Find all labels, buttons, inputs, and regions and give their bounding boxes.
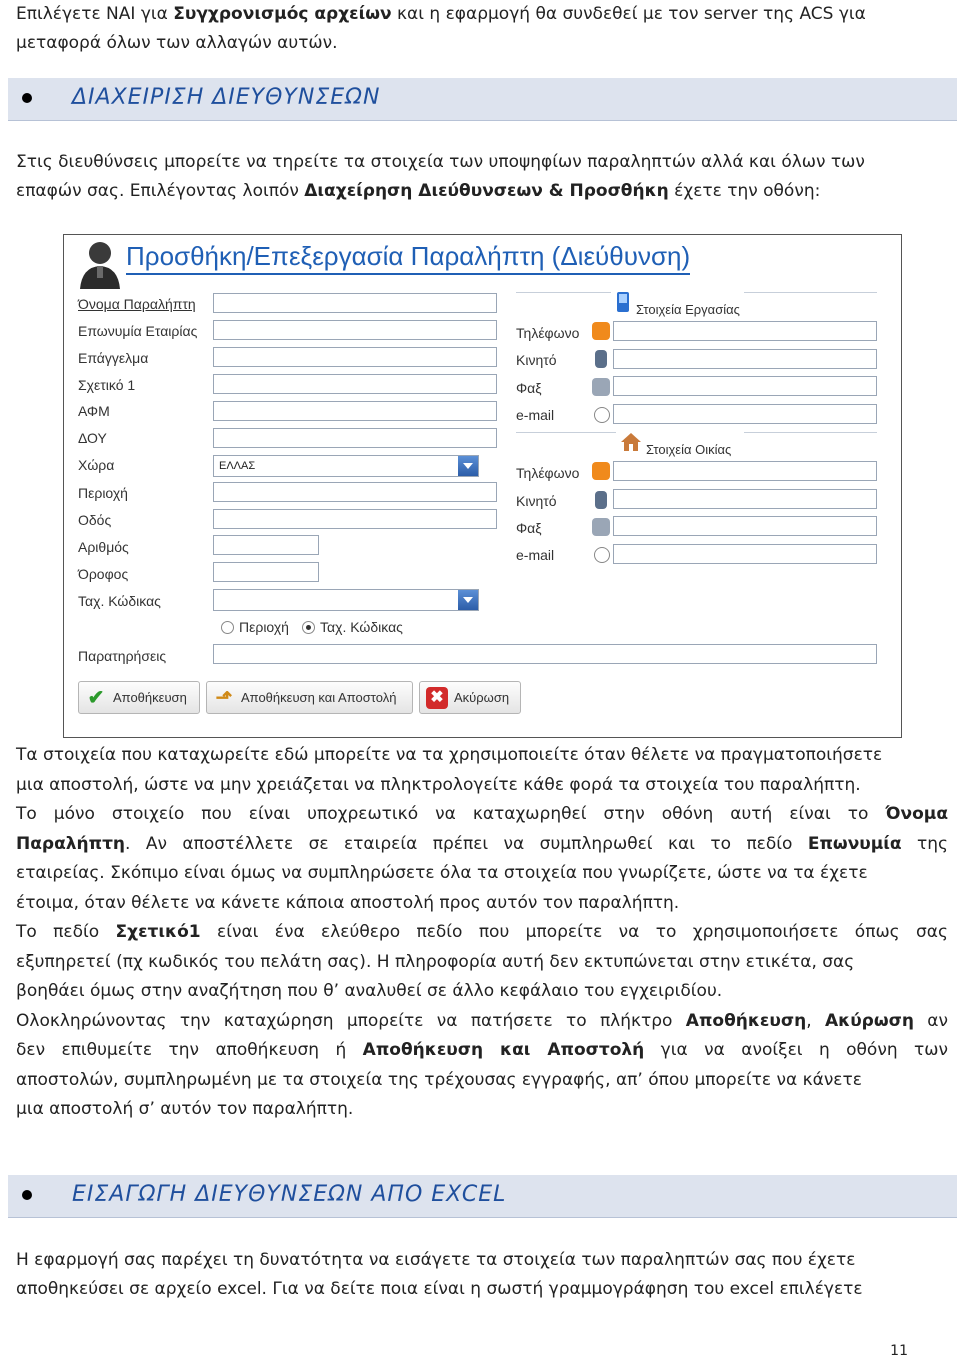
work-mobile-label: Κινητό: [516, 352, 557, 368]
home-phone-label: Τηλέφωνο: [516, 465, 580, 481]
notes-input[interactable]: [213, 644, 877, 664]
work-phone-label: Τηλέφωνο: [516, 325, 580, 341]
checkmark-icon: ✔: [87, 687, 105, 709]
save-button[interactable]: ✔ Αποθήκευση: [78, 681, 200, 714]
area-input[interactable]: [213, 482, 497, 502]
work-mobile-input[interactable]: [613, 349, 877, 369]
mobile-icon: [595, 491, 607, 509]
zip-select[interactable]: [213, 589, 479, 611]
section-title: ΕΙΣΑΓΩΓΗ ΔΙΕΥΘΥΝΣΕΩΝ ΑΠΟ EXCEL: [72, 1182, 507, 1207]
email-radio-icon[interactable]: [594, 547, 610, 563]
tax-office-input[interactable]: [213, 428, 497, 448]
field-label-floor: Όροφος: [78, 566, 129, 582]
field-label-number: Αριθμός: [78, 539, 129, 555]
name-input[interactable]: [213, 293, 497, 313]
country-select[interactable]: [213, 455, 479, 477]
paragraph-line: δεν επιθυμείτε την αποθήκευση ή Αποθήκευση και Αποστολή για να ανοίξει η οθόνη των: [16, 1040, 948, 1060]
email-radio-icon[interactable]: [594, 407, 610, 423]
home-group-title: Στοιχεία Οικίας: [646, 442, 732, 457]
radio-area-label: Περιοχή: [239, 619, 289, 635]
work-group-title: Στοιχεία Εργασίας: [636, 302, 740, 317]
field-label-profession: Επάγγελμα: [78, 350, 149, 366]
upload-arrow-icon: ⬏: [215, 687, 233, 709]
form-heading: Προσθήκη/Επεξεργασία Παραλήπτη (Διεύθυνση): [126, 241, 690, 275]
work-group-line: [516, 292, 611, 293]
home-group-line-right: [744, 432, 877, 433]
work-fax-input[interactable]: [613, 376, 877, 396]
section-header: [8, 78, 957, 121]
paragraph-line: μια αποστολή, ώστε να μην χρειάζεται να πληκτρολογείτε κάθε φορά τα στοιχεία του παραλήπτη.: [16, 775, 861, 795]
bullet-icon: [22, 93, 32, 103]
paragraph-line: Το μόνο στοιχείο που είναι υποχρεωτικό να καταχωρηθεί στην οθόνη αυτή είναι το Όνομα: [16, 804, 948, 824]
paragraph-line: Η εφαρμογή σας παρέχει τη δυνατότητα να εισάγετε τα στοιχεία των παραληπτών σας που έχετε: [16, 1250, 856, 1270]
radio-zip-label: Ταχ. Κώδικας: [320, 619, 403, 635]
field-label-area: Περιοχή: [78, 485, 128, 501]
close-icon: ✖: [426, 687, 448, 709]
paragraph-line: εταιρείας. Σκόπιμο είναι όμως να συμπληρώσετε όλα τα στοιχεία που γνωρίζετε, ώστε να τα έχετε: [16, 863, 868, 883]
telephone-icon: [592, 322, 610, 340]
home-phone-input[interactable]: [613, 461, 877, 481]
field-label-zip: Ταχ. Κώδικας: [78, 593, 161, 609]
home-mobile-input[interactable]: [613, 489, 877, 509]
profession-input[interactable]: [213, 347, 497, 367]
home-mobile-label: Κινητό: [516, 493, 557, 509]
field-label-street: Οδός: [78, 512, 112, 528]
paragraph-line: επαφών σας. Επιλέγοντας λοιπόν Διαχείρηση Διεύθυνσεων & Προσθήκη έχετε την οθόνη:: [16, 181, 821, 201]
work-email-input[interactable]: [613, 404, 877, 424]
paragraph-line: Το πεδίο Σχετικό1 είναι ένα ελεύθερο πεδίο που μπορείτε να το χρησιμοποιήσετε όπως σας: [16, 922, 948, 942]
chevron-down-icon: [458, 590, 478, 610]
home-email-label: e-mail: [516, 547, 555, 563]
page-number: 11: [890, 1343, 908, 1359]
home-fax-label: Φαξ: [516, 520, 542, 536]
field-label-name: Όνομα Παραλήπτη: [78, 296, 196, 312]
address-form-screenshot: [63, 234, 902, 738]
radio-area[interactable]: [221, 621, 234, 634]
paragraph-line: βοηθάει όμως στην αναζήτηση που θ’ αναλυθεί σε άλλο κεφάλαιο του εγχειριδίου.: [16, 981, 723, 1001]
field-label-tax-office: ΔΟΥ: [78, 430, 107, 446]
floor-input[interactable]: [213, 562, 319, 582]
number-input[interactable]: [213, 535, 319, 555]
bullet-icon: [22, 1190, 32, 1200]
field-label-company: Επωνυμία Εταιρίας: [78, 323, 198, 339]
vat-input[interactable]: [213, 401, 497, 421]
save-and-send-button[interactable]: ⬏ Αποθήκευση και Αποστολή: [206, 681, 413, 714]
paragraph-line: μια αποστολή σ’ αυτόν τον παραλήπτη.: [16, 1099, 354, 1119]
mobile-icon: [595, 350, 607, 368]
paragraph-line: αποστολών, συμπληρωμένη με τα στοιχεία της τρέχουσας εγγραφής, απ’ όπου μπορείτε να κάνετε: [16, 1070, 862, 1090]
home-fax-input[interactable]: [613, 516, 877, 536]
field-label-related: Σχετικό 1: [78, 377, 136, 393]
related-input[interactable]: [213, 374, 497, 394]
section-title: ΔΙΑΧΕΙΡΙΣΗ ΔΙΕΥΘΥΝΣΕΩΝ: [72, 85, 381, 110]
work-email-label: e-mail: [516, 407, 555, 423]
field-label-notes: Παρατηρήσεις: [78, 648, 167, 664]
fax-icon: [592, 378, 610, 396]
phone-icon: [616, 291, 630, 313]
telephone-icon: [592, 462, 610, 480]
intro-line-1: Επιλέγετε ΝΑΙ για Συγχρονισμός αρχείων και η εφαρμογή θα συνδεθεί με τον server της ACS για: [16, 4, 866, 24]
section-header: [8, 1175, 957, 1218]
field-label-country: Χώρα: [78, 457, 115, 473]
country-value: ΕΛΛΑΣ: [219, 460, 256, 472]
home-icon: [620, 432, 642, 452]
company-input[interactable]: [213, 320, 497, 340]
user-avatar-icon: [78, 239, 122, 289]
work-fax-label: Φαξ: [516, 380, 542, 396]
intro-line-2: μεταφορά όλων των αλλαγών αυτών.: [16, 33, 338, 53]
field-label-vat: ΑΦΜ: [78, 403, 110, 419]
street-input[interactable]: [213, 509, 497, 529]
paragraph-line: αποθηκεύσει σε αρχείο excel. Για να δείτε ποια είναι η σωστή γραμμογράφηση του excel επιλέγετε: [16, 1279, 863, 1299]
radio-zip[interactable]: [302, 621, 315, 634]
paragraph-line: Στις διευθύνσεις μπορείτε να τηρείτε τα στοιχεία των υποψηφίων παραληπτών αλλά και όλων των: [16, 152, 865, 172]
home-group-line: [516, 432, 616, 433]
paragraph-line: εξυπηρετεί (πχ κωδικός του πελάτη σας). Η πληροφορία αυτή δεν εκτυπώνεται στην ετικέτα, σας: [16, 952, 855, 972]
fax-icon: [592, 518, 610, 536]
paragraph-line: Τα στοιχεία που καταχωρείτε εδώ μπορείτε να τα χρησιμοποιείτε όταν θέλετε να πραγματοποιήσετε: [16, 745, 883, 765]
paragraph-line: έτοιμα, όταν θέλετε να κάνετε κάποια αποστολή προς αυτόν τον παραλήπτη.: [16, 893, 680, 913]
cancel-button[interactable]: ✖ Ακύρωση: [419, 681, 521, 714]
work-phone-input[interactable]: [613, 321, 877, 341]
paragraph-line: Παραλήπτη. Αν αποστέλλετε σε εταιρεία πρέπει να συμπληρωθεί και το πεδίο Επωνυμία της: [16, 834, 948, 854]
chevron-down-icon: [458, 456, 478, 476]
paragraph-line: Ολοκληρώνοντας την καταχώρηση μπορείτε να πατήσετε το πλήκτρο Αποθήκευση, Ακύρωση αν: [16, 1011, 948, 1031]
work-group-line-right: [744, 292, 877, 293]
home-email-input[interactable]: [613, 544, 877, 564]
